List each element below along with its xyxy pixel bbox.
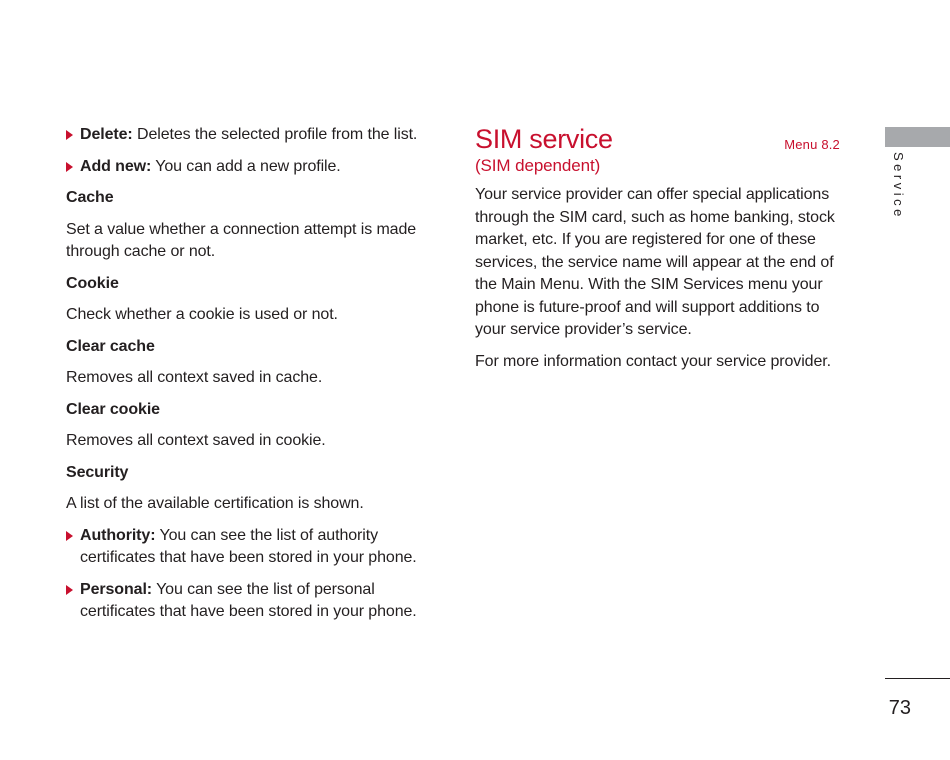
footer-rule [885,678,950,679]
text-cookie: Check whether a cookie is used or not. [66,306,338,323]
heading-clear-cookie: Clear cookie [66,400,160,418]
heading-cache: Cache [66,189,114,206]
text-clear-cookie: Removes all context saved in cookie. [66,432,326,449]
text-security: A list of the available certification is shown. [66,495,364,512]
bullet-add-new [66,156,436,179]
bullet-text: You can see the list of authority certificates that have been stored in your phone. [80,526,417,566]
heading-security: Security [66,463,129,481]
page-number: 73 [888,697,911,719]
bullet-authority [66,525,436,570]
bullet-text: Deletes the selected profile from the list. [132,126,418,143]
bullet-term: Add new: [80,157,152,175]
right-column [475,124,840,382]
heading-cookie: Cookie [66,274,119,292]
left-column [66,124,436,633]
bullet-term: Authority: [80,526,156,544]
text-cache: Set a value whether a connection attempt is made through cache or not. [66,220,417,260]
section-title-row [475,124,840,154]
triangle-bullet-icon [66,531,73,541]
bullet-text: You can add a new profile. [151,157,341,175]
chapter-tab [885,127,950,147]
section-title: SIM service [475,124,613,154]
paragraph-service-description: Your service provider can offer special applications through the SIM card, such as home banking, stock market, etc. If you are registered for one of these services, the service name will appear at the end of the Main Menu. With the SIM Services menu your phone is future-proof and will support additions to your service provider’s service. [475,186,835,338]
bullet-text: You can see the list of personal certificates that have been stored in your phone. [80,580,417,620]
bullet-term: Delete: [80,126,133,143]
text-clear-cache: Removes all context saved in cache. [66,369,323,386]
bullet-delete [66,124,436,147]
heading-clear-cache: Clear cache [66,337,155,355]
section-subtitle: (SIM dependent) [475,156,601,175]
paragraph-contact-info: For more information contact your service provider. [475,352,831,370]
triangle-bullet-icon [66,162,73,172]
bullet-personal [66,579,436,624]
menu-reference: Menu 8.2 [784,137,840,152]
bullet-term: Personal: [80,580,153,598]
triangle-bullet-icon [66,130,73,140]
triangle-bullet-icon [66,585,73,595]
chapter-side-label: Service [891,152,906,220]
